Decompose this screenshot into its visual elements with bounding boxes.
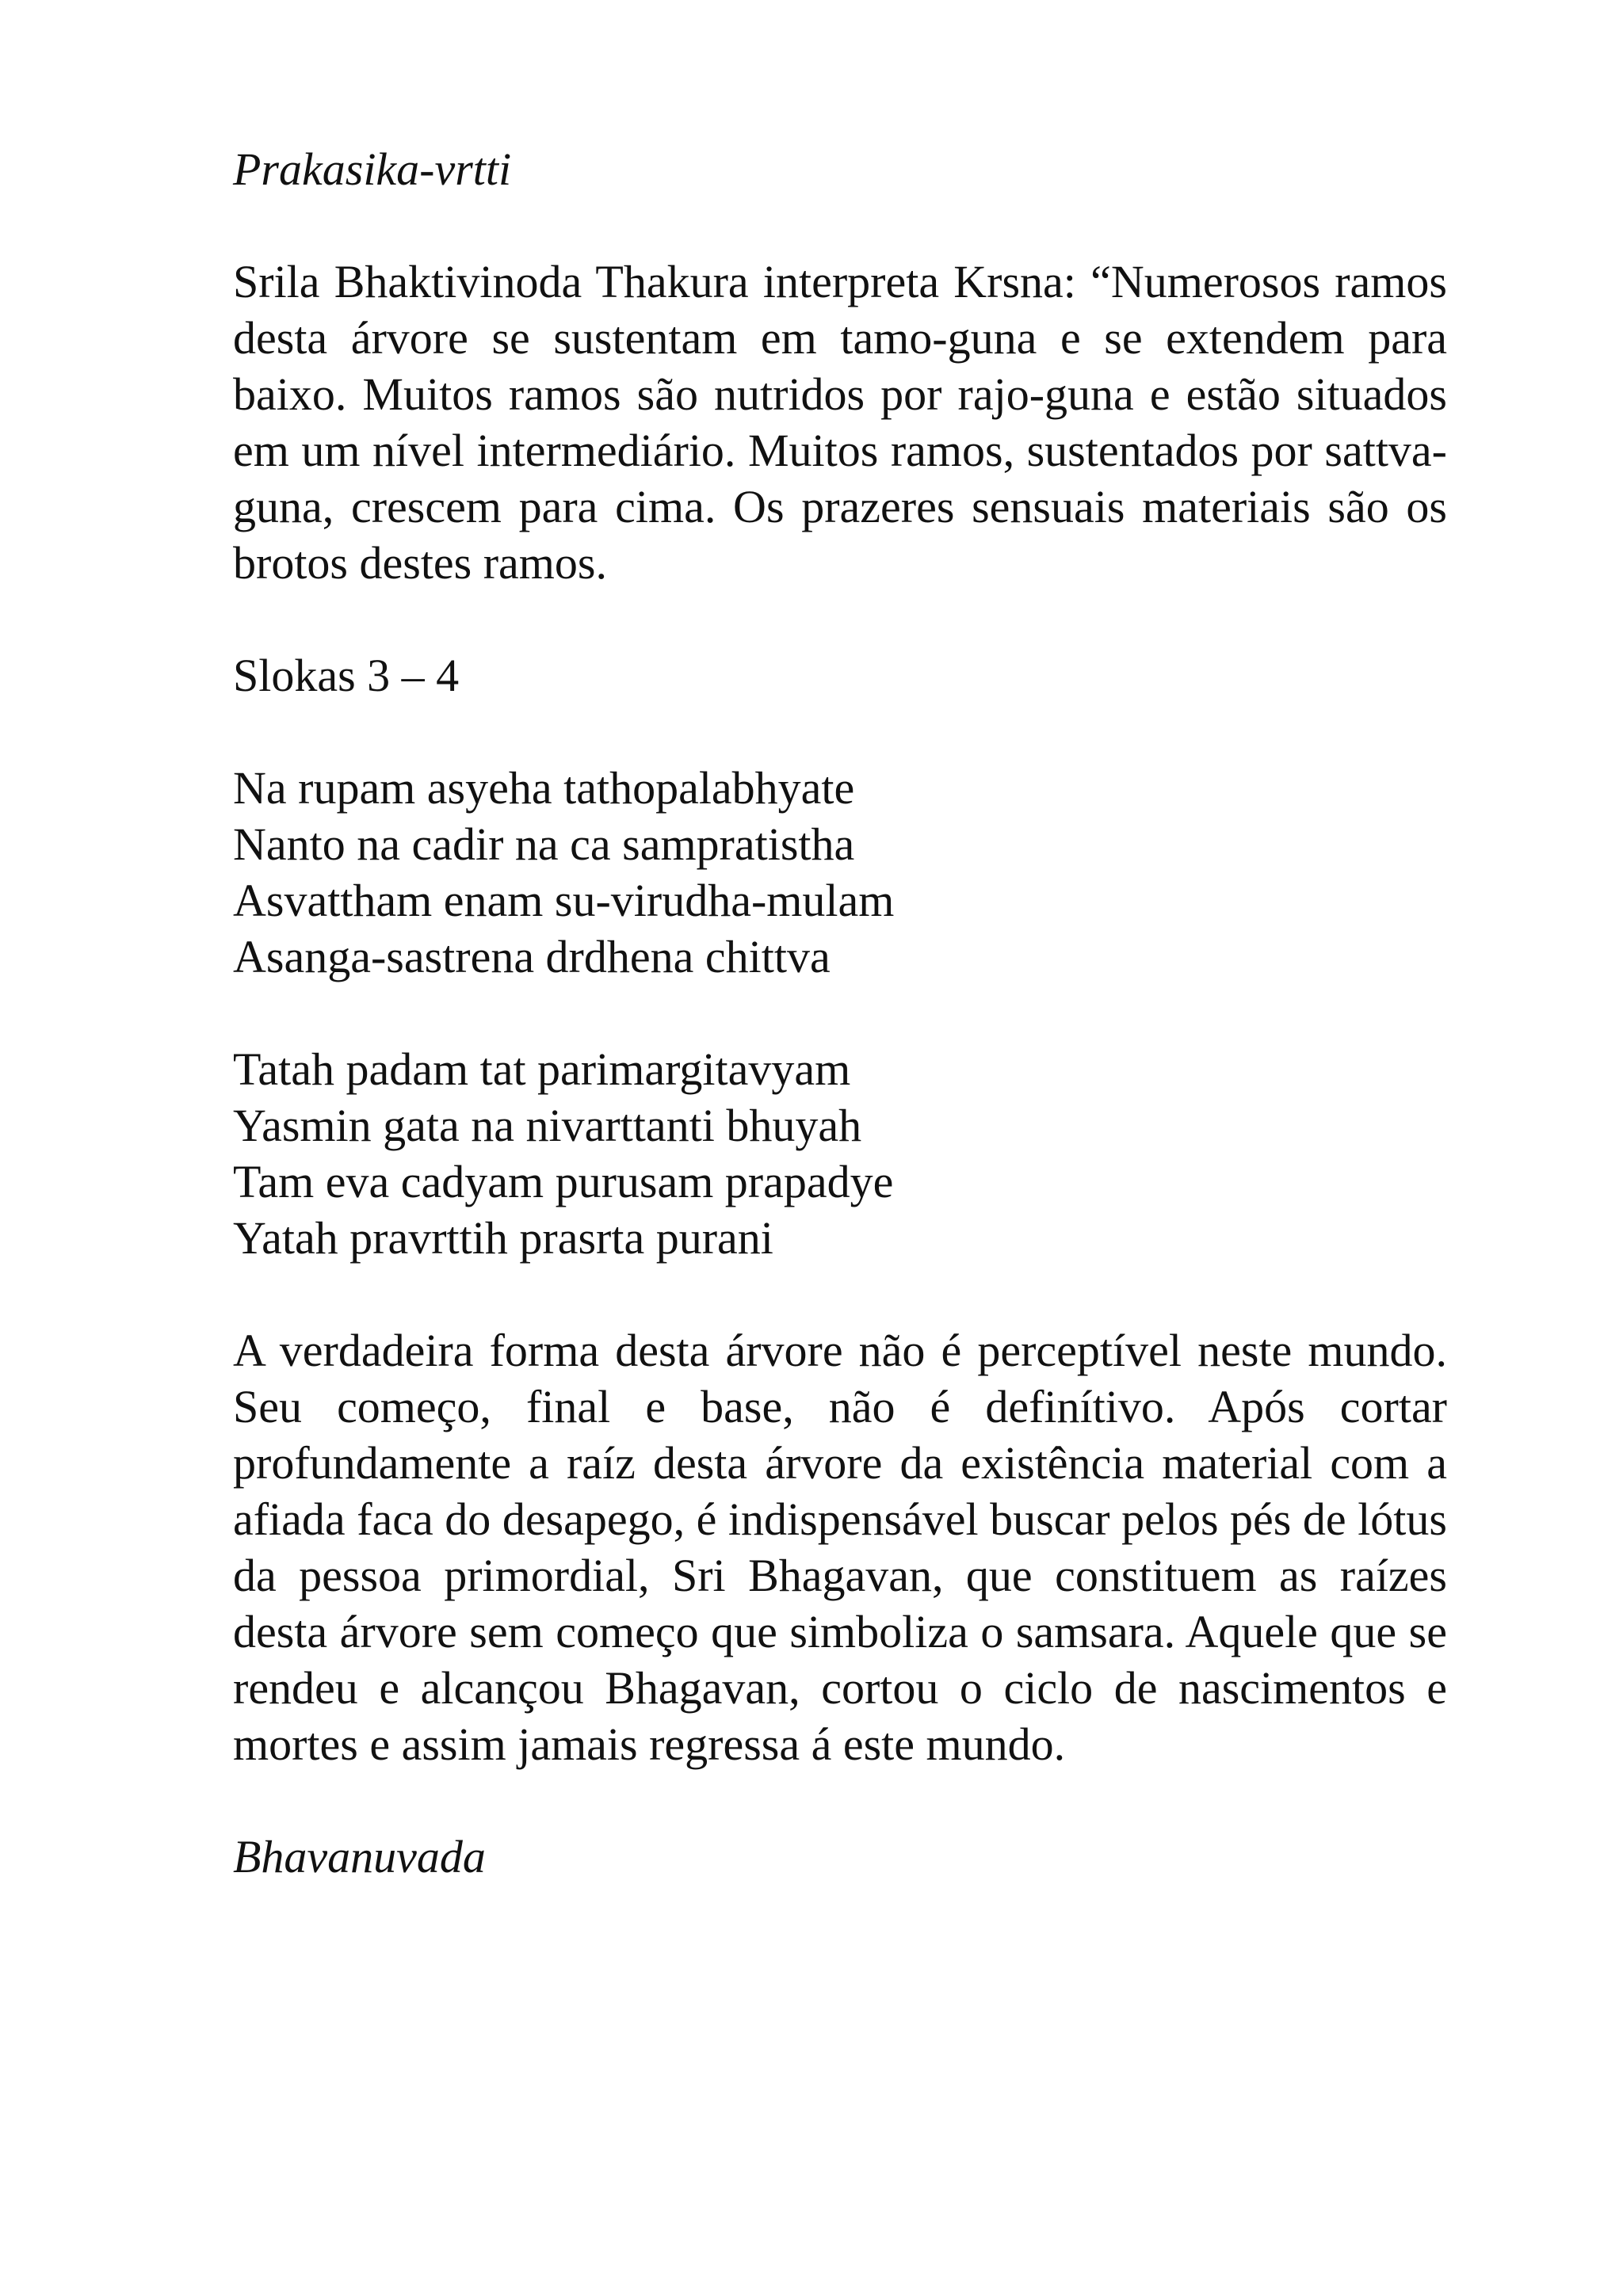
verse-stanza-2: [233, 1041, 1447, 1266]
spacer: [233, 985, 1447, 1041]
verse-line: Tatah padam tat parimargitavyam: [233, 1043, 851, 1095]
spacer: [233, 197, 1447, 254]
spacer: [233, 591, 1447, 647]
verse-line: Nanto na cadir na ca sampratistha: [233, 818, 855, 870]
verse-line: Asanga-sastrena drdhena chittva: [233, 931, 831, 982]
verse-line: Na rupam asyeha tathopalabhyate: [233, 762, 855, 814]
verse-line: Asvattham enam su-virudha-mulam: [233, 875, 895, 926]
sloka-title: Slokas 3 – 4: [233, 650, 460, 701]
verse-line: Yatah pravrttih prasrta purani: [233, 1212, 773, 1264]
spacer: [233, 704, 1447, 760]
verse-line: Tam eva cadyam purusam prapadye: [233, 1156, 894, 1207]
document-page: [233, 141, 1447, 1885]
section-heading-bhavanuvada: Bhavanuvada: [233, 1831, 486, 1882]
verse-line: Yasmin gata na nivarttanti bhuyah: [233, 1100, 862, 1151]
verse-stanza-1: [233, 760, 1447, 985]
section-heading-prakasika-vrtti: Prakasika-vrtti: [233, 143, 512, 195]
spacer: [233, 1772, 1447, 1829]
spacer: [233, 1266, 1447, 1322]
translation-paragraph: A verdadeira forma desta árvore não é perceptível neste mundo. Seu começo, final e base, não é definítivo. Após cortar profundamente a raíz desta árvore da existência material com a afiada faca do desapego, é indispensável buscar pelos pés de lótus da pessoa primordial, Sri Bhagavan, que constituem as raízes desta árvore sem começo que simboliza o samsara. Aquele que se rendeu e alcançou Bhagavan, cortou o ciclo de nascimentos e mortes e assim jamais regressa á este mundo.: [233, 1325, 1447, 1770]
commentary-paragraph: Srila Bhaktivinoda Thakura interpreta Krsna: “Numerosos ramos desta árvore se sustentam em tamo-guna e se extendem para baixo. Muitos ramos são nutridos por rajo-guna e estão situados em um nível intermediário. Muitos ramos, sustentados por sattva-guna, crescem para cima. Os prazeres sensuais materiais são os brotos destes ramos.: [233, 256, 1447, 589]
